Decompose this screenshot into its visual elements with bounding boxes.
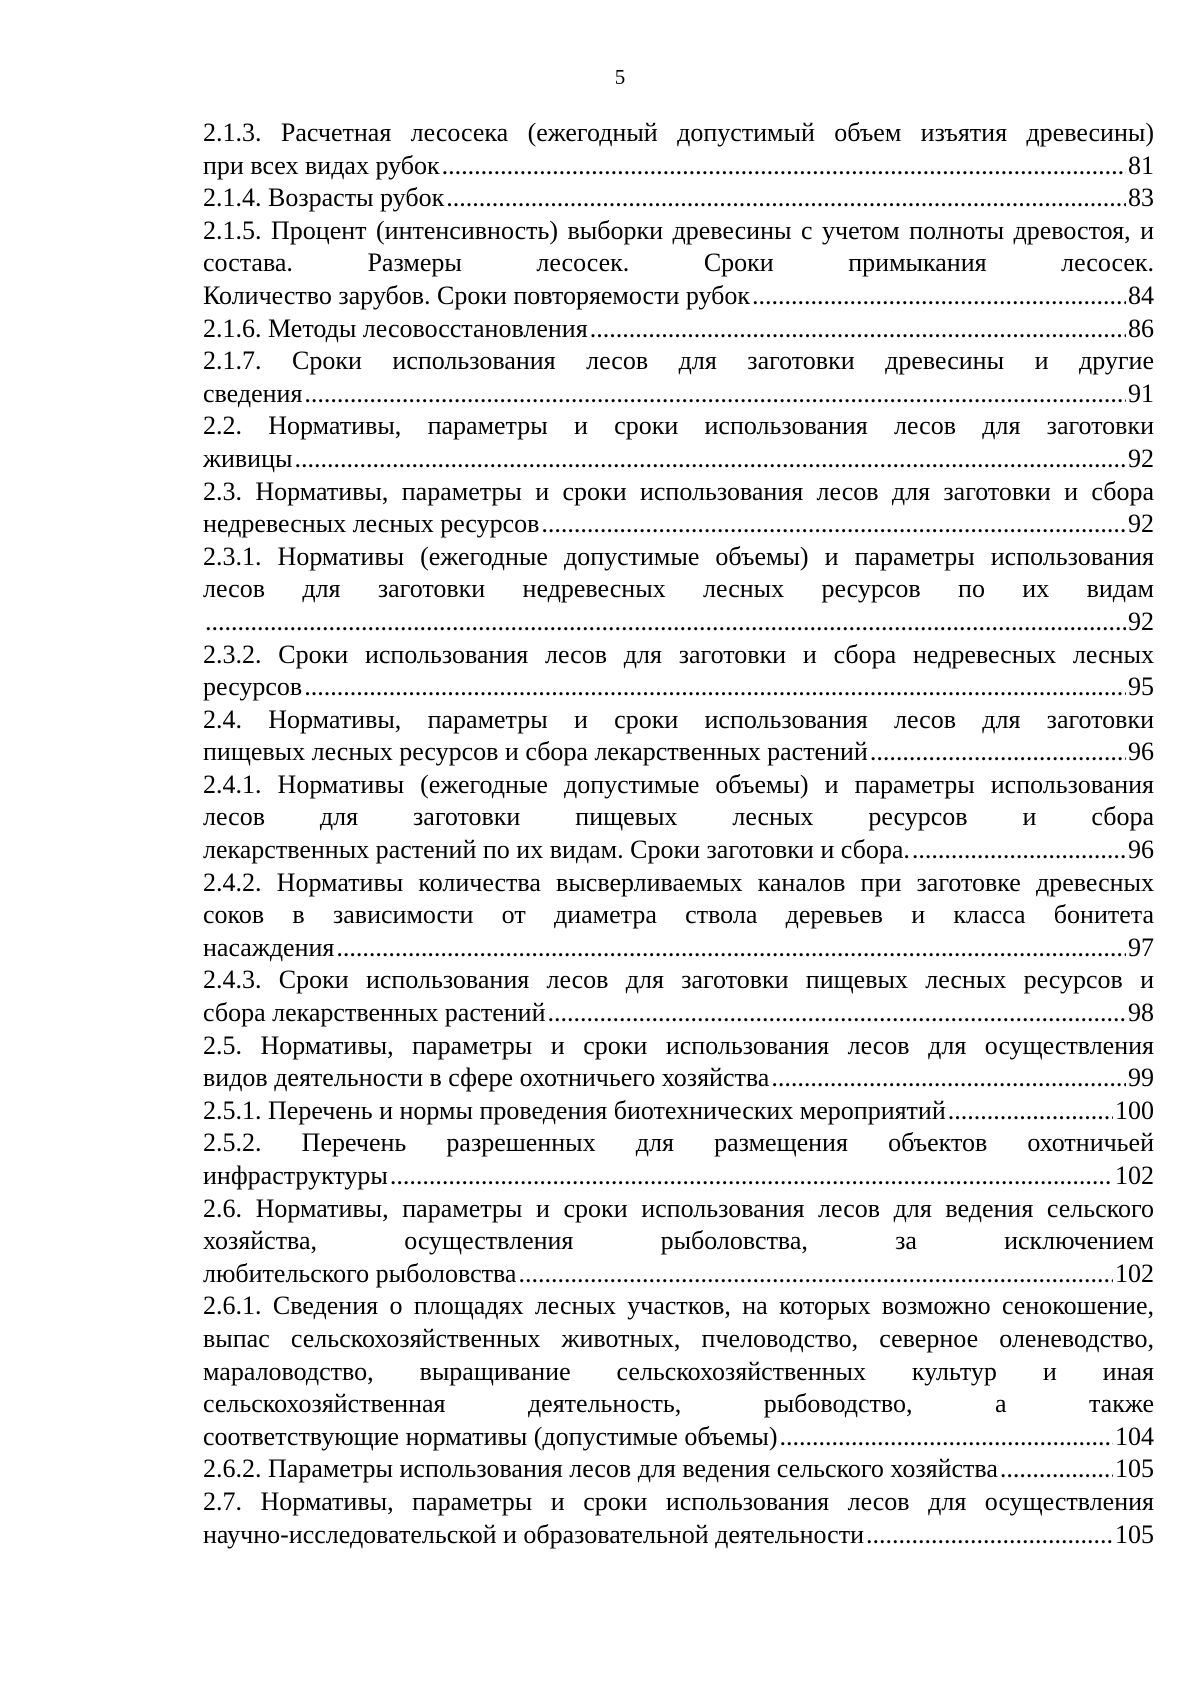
dot-leader [870, 736, 1126, 769]
toc-entry [203, 182, 1154, 215]
toc-entry-title-end: пищевых лесных ресурсов и сбора лекарственных растений [203, 737, 868, 767]
toc-entry-line [203, 1421, 1154, 1454]
toc-entry [203, 1193, 1154, 1291]
toc-page-number: 86 [1128, 313, 1154, 343]
dot-leader [1000, 1453, 1113, 1486]
toc-page-number: 102 [1115, 1258, 1154, 1288]
toc-entry-title-end: сбора лекарственных растений [203, 998, 546, 1028]
dot-leader [336, 932, 1126, 965]
toc-entry-line [203, 671, 1154, 704]
toc-page-number: 97 [1128, 932, 1154, 962]
toc-page-number: 84 [1128, 280, 1154, 310]
toc-entry-title: 2.1.7. Сроки использования лесов для заготовки древесины и другие [203, 346, 1154, 376]
dot-leader [442, 150, 1126, 183]
toc-page-number: 105 [1115, 1519, 1154, 1549]
toc-page-number: 96 [1128, 737, 1154, 767]
toc-entry-title-end: 2.1.4. Возрасты рубок [203, 183, 445, 213]
toc-page-number: 92 [1128, 606, 1154, 636]
toc-page-number: 100 [1115, 1095, 1154, 1125]
toc-entry-line [203, 313, 1154, 346]
dot-leader [752, 280, 1126, 313]
dot-leader [446, 182, 1126, 215]
toc-entry-title: 2.3. Нормативы, параметры и сроки использования лесов для заготовки и сбора [203, 476, 1154, 506]
toc-entry [203, 117, 1154, 182]
toc-page-number: 105 [1115, 1454, 1154, 1484]
table-of-contents [203, 117, 1154, 1551]
toc-entry-title: 2.4. Нормативы, параметры и сроки использования лесов для заготовки [203, 704, 1154, 734]
toc-entry [203, 476, 1154, 541]
toc-entry-title-end: инфраструктуры [203, 1161, 388, 1190]
toc-page-number: 91 [1128, 378, 1154, 408]
toc-entry-title-end: насаждения [203, 932, 335, 962]
toc-entry-title-end: Количество зарубов. Сроки повторяемости рубок [203, 280, 751, 310]
toc-entry-title: 2.6.1. Сведения о площадях лесных участков, на которых возможно сенокошение, выпас сельскохозяйственных животных, пчеловодство, северное оленеводство, мараловодство, выращивание сельскохозяйственных культур и иная сельскохозяйственная деятельность, рыбоводство, а также [203, 1291, 1154, 1419]
toc-entry [203, 1486, 1154, 1551]
toc-entry-title: 2.3.1. Нормативы (ежегодные допустимые объемы) и параметры использования лесов для заготовки недревесных лесных ресурсов по их видам [203, 541, 1154, 604]
toc-entry-title-end: ресурсов [203, 672, 303, 702]
toc-entry-title: 2.1.3. Расчетная лесосека (ежегодный допустимый объем изъятия древесины) [203, 118, 1154, 147]
dot-leader [590, 313, 1126, 346]
toc-entry-title-end: лекарственных растений по их видам. Сроки заготовки и сбора. [203, 835, 910, 865]
toc-entry-line [203, 1160, 1154, 1193]
toc-entry-title: 2.6. Нормативы, параметры и сроки использования лесов для ведения сельского хозяйства, осуществления рыболовства, за исключением [203, 1193, 1154, 1256]
toc-page-number: 98 [1128, 998, 1154, 1028]
toc-entry-title: 2.2. Нормативы, параметры и сроки использования лесов для заготовки [203, 411, 1154, 441]
toc-entry-line [203, 1453, 1154, 1486]
toc-entry [203, 1453, 1154, 1486]
toc-page-number: 92 [1128, 443, 1154, 473]
dot-leader [304, 671, 1126, 704]
toc-entry-line [203, 378, 1154, 411]
toc-entry [203, 541, 1154, 639]
dot-leader [390, 1160, 1113, 1193]
dot-leader [518, 1258, 1113, 1291]
dot-leader [780, 1421, 1113, 1454]
toc-entry-line [203, 606, 1154, 639]
toc-entry-title: 2.7. Нормативы, параметры и сроки использования лесов для осуществления [203, 1486, 1154, 1516]
toc-entry-line [203, 1258, 1154, 1291]
toc-entry [203, 867, 1154, 965]
toc-entry-line [203, 834, 1154, 867]
dot-leader [205, 606, 1126, 639]
toc-entry-line [203, 1519, 1154, 1552]
dot-leader [866, 1519, 1113, 1552]
toc-page-number: 102 [1115, 1161, 1154, 1190]
toc-entry-title-end: сведения [203, 378, 303, 408]
toc-entry-line [203, 997, 1154, 1030]
toc-entry-title: 2.5. Нормативы, параметры и сроки использования лесов для осуществления [203, 1030, 1154, 1060]
toc-entry-title: 2.5.2. Перечень разрешенных для размещения объектов охотничьей [203, 1128, 1154, 1158]
toc-entry-title-end: научно-исследовательской и образовательной деятельности [203, 1519, 864, 1549]
toc-entry-title-end: 2.1.6. Методы лесовосстановления [203, 313, 588, 343]
dot-leader [541, 508, 1126, 541]
toc-entry [203, 345, 1154, 410]
toc-entry-title-end: 2.5.1. Перечень и нормы проведения биотехнических мероприятий [203, 1095, 946, 1125]
dot-leader [948, 1095, 1113, 1128]
toc-entry [203, 964, 1154, 1029]
dot-leader [304, 378, 1126, 411]
toc-entry-title-end: при всех видах рубок [203, 150, 440, 180]
toc-entry-line [203, 736, 1154, 769]
toc-entry [203, 410, 1154, 475]
toc-entry-title: 2.4.2. Нормативы количества высверливаемых каналов при заготовке древесных соков в зависимости от диаметра ствола деревьев и класса бонитета [203, 867, 1154, 930]
page-number: 5 [614, 65, 626, 89]
toc-entry [203, 769, 1154, 867]
toc-page-number: 104 [1115, 1421, 1154, 1451]
toc-entry [203, 1290, 1154, 1453]
toc-page-number: 95 [1128, 672, 1154, 702]
toc-entry-title: 2.1.5. Процент (интенсивность) выборки древесины с учетом полноты древостоя, и состава. Размеры лесосек. Сроки примыкания лесосек. [203, 215, 1154, 278]
toc-page-number: 83 [1128, 183, 1154, 213]
toc-entry [203, 639, 1154, 704]
dot-leader [294, 443, 1126, 476]
toc-entry [203, 1095, 1154, 1128]
toc-entry-title: 2.4.3. Сроки использования лесов для заготовки пищевых лесных ресурсов и [203, 965, 1154, 995]
toc-entry-line [203, 443, 1154, 476]
toc-entry [203, 1127, 1154, 1192]
dot-leader [912, 834, 1126, 867]
toc-page-number: 99 [1128, 1063, 1154, 1093]
toc-page-number: 92 [1128, 509, 1154, 539]
toc-entry-title-end: любительского рыболовства [203, 1258, 517, 1288]
toc-entry-title-end: видов деятельности в сфере охотничьего хозяйства [203, 1063, 770, 1093]
toc-entry [203, 313, 1154, 346]
toc-entry-title-end: недревесных лесных ресурсов [203, 509, 540, 539]
toc-entry-line [203, 508, 1154, 541]
toc-entry-line [203, 1095, 1154, 1128]
toc-entry-title-end: соответствующие нормативы (допустимые объемы) [203, 1421, 778, 1451]
dot-leader [548, 997, 1126, 1030]
toc-entry [203, 215, 1154, 313]
toc-entry-line [203, 182, 1154, 215]
toc-entry-line [203, 1062, 1154, 1095]
toc-entry-title-end: 2.6.2. Параметры использования лесов для ведения сельского хозяйства [203, 1454, 998, 1484]
toc-entry [203, 1030, 1154, 1095]
toc-page-number: 96 [1128, 835, 1154, 865]
toc-entry-line [203, 932, 1154, 965]
toc-page-number: 81 [1128, 150, 1154, 180]
toc-entry [203, 704, 1154, 769]
toc-entry-line [203, 280, 1154, 313]
toc-entry-line [203, 150, 1154, 183]
dot-leader [771, 1062, 1126, 1095]
toc-entry-title: 2.4.1. Нормативы (ежегодные допустимые объемы) и параметры использования лесов для заготовки пищевых лесных ресурсов и сбора [203, 769, 1154, 832]
toc-entry-title-end: живицы [203, 443, 293, 473]
toc-entry-title: 2.3.2. Сроки использования лесов для заготовки и сбора недревесных лесных [203, 639, 1154, 669]
